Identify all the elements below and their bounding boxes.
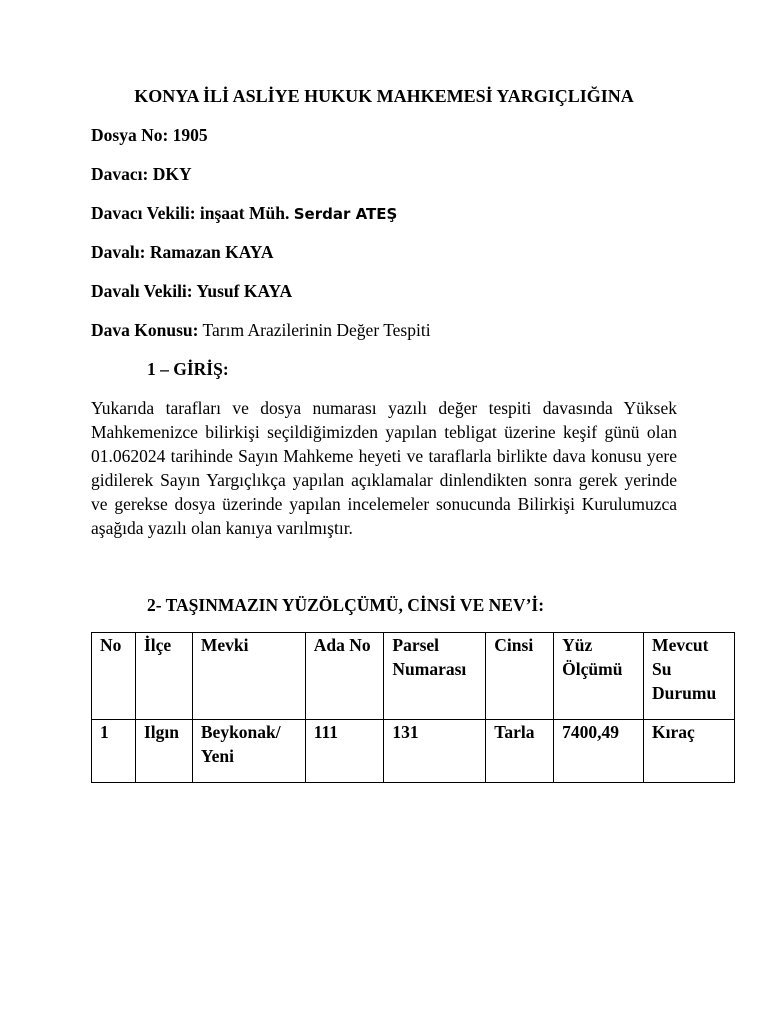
tasinmaz-table [91,632,735,783]
table-header-cell: Mevki [192,633,305,720]
table-cell: 7400,49 [554,720,644,783]
table-cell: Tarla [486,720,554,783]
table-header-cell: Yüz Ölçümü [554,633,644,720]
dava-konusu-value: Tarım Arazilerinin Değer Tespiti [198,320,431,340]
table-header-cell: No [92,633,136,720]
dava-konusu [91,318,431,342]
table-header-cell: Parsel Numarası [384,633,486,720]
table-cell: Kıraç [644,720,735,783]
section-giris: 1 – GİRİŞ: [147,359,229,379]
table-cell: Beykonak/ Yeni [192,720,305,783]
table-header-cell: Cinsi [486,633,554,720]
table-header-cell: Ada No [305,633,384,720]
davaci: Davacı: DKY [91,164,192,184]
davali-vekili: Davalı Vekili: Yusuf KAYA [91,281,293,301]
giris-paragraph: Yukarıda tarafları ve dosya numarası yazılı değer tespiti davasında Yüksek Mahkemenizce bilirkişi seçildiğimizden yapılan tebligat üzerine keşif günü olan 01.062024 tarihinde Sayın Mahkeme heyeti ve taraflarla birlikte dava konusu yere gidilerek Sayın Yargıçlıkça yapılan açıklamalar dinlendikten sonra gerek yerinde ve gerekse dosya üzerinde yapılan incelemeler sonucunda Bilirkişi Kurulumuzca aşağıda yazılı olan kanıya varılmıştır. [91,398,677,538]
davaci-vekili-name: Serdar ATEŞ [293,205,398,223]
table-cell: Ilgın [135,720,192,783]
davaci-vekili-prefix: Davacı Vekili: inşaat Müh. [91,203,294,223]
table-header-cell: İlçe [135,633,192,720]
table-cell: 1 [92,720,136,783]
table-cell: 131 [384,720,486,783]
table-row [92,720,735,783]
table-header-row [92,633,735,720]
document-title: KONYA İLİ ASLİYE HUKUK MAHKEMESİ YARGIÇLIĞINA [134,86,634,106]
davaci-vekili [91,201,397,226]
section-tasinmaz: 2- TAŞINMAZIN YÜZÖLÇÜMÜ, CİNSİ VE NEV’İ: [147,595,545,615]
dosya-no: Dosya No: 1905 [91,125,208,145]
table-header-cell: Mevcut Su Durumu [644,633,735,720]
dava-konusu-label: Dava Konusu: [91,320,199,340]
table-cell: 111 [305,720,384,783]
davali: Davalı: Ramazan KAYA [91,242,274,262]
